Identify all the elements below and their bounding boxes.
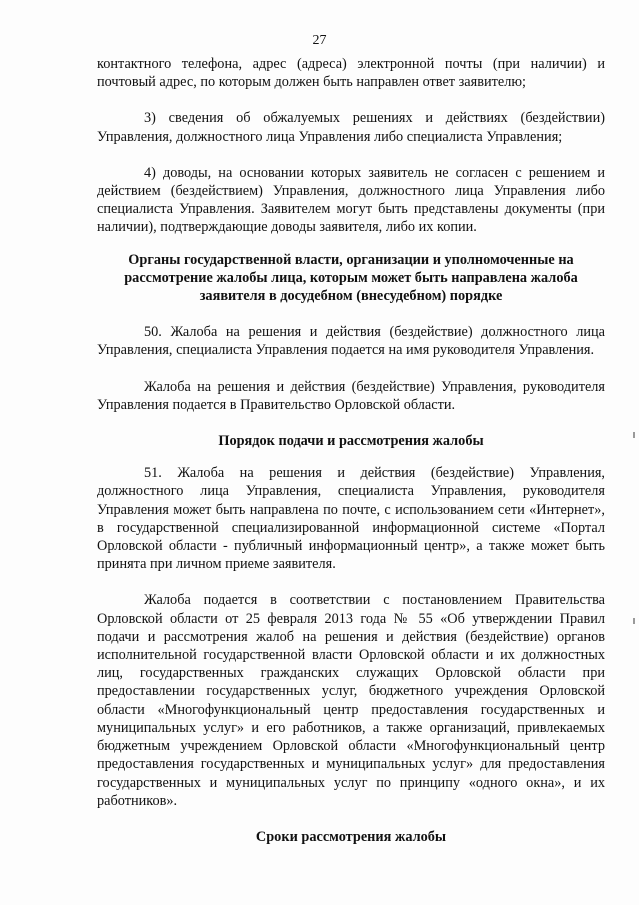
heading-review-terms: Сроки рассмотрения жалобы <box>255 828 447 845</box>
paragraph-51: 51. Жалоба на решения и действия (бездействие) Управления, должностного лица Управления, специалиста Управления, руководителя Управления может быть направлена по почте, с использованием сети «Интернет», в государственной специализированной информационной системе «Портал Орловской области - публичный информационный центр», а также может быть принята при личном приеме заявителя. <box>97 465 605 573</box>
paragraph-item-3: 3) сведения об обжалуемых решениях и действиях (бездействии) Управления, должностного лица Управления либо специалиста Управления; <box>97 110 605 145</box>
heading-authorities: Органы государственной власти, организации и уполномоченные на рассмотрение жалобы лица, которым может быть направлена жалоба заявителя в досудебном (внесудебном) порядке <box>124 251 578 305</box>
document-body <box>97 55 605 846</box>
paragraph-50: 50. Жалоба на решения и действия (бездействие) должностного лица Управления, специалиста Управления подается на имя руководителя Управления. <box>97 324 605 359</box>
paragraph-contact-info: контактного телефона, адрес (адреса) электронной почты (при наличии) и почтовый адрес, по которым должен быть направлен ответ заявителю; <box>97 56 605 91</box>
scan-edge-mark <box>633 432 635 438</box>
paragraph-51-resolution: Жалоба подается в соответствии с постановлением Правительства Орловской области от 25 февраля 2013 года № 55 «Об утверждении Правил подачи и рассмотрения жалоб на решения и действия (бездействие) органов исполнительной государственной власти Орловской области и их должностных лиц, государственных гражданских служащих Орловской области при предоставлении государственных услуг, бюджетного учреждения Орловской области «Многофункциональный центр предоставления государственных и муниципальных услуг» и его работников, а также организаций, привлекаемых бюджетным учреждением Орловской области «Многофункциональный центр предоставления государственных и муниципальных услуг» для предоставления государственных и муниципальных услуг по принципу «одного окна», и их работников». <box>97 592 605 809</box>
paragraph-50-government: Жалоба на решения и действия (бездействие) Управления, руководителя Управления подается в Правительство Орловской области. <box>97 378 605 413</box>
scan-edge-mark <box>633 618 635 624</box>
heading-filing-procedure: Порядок подачи и рассмотрения жалобы <box>218 433 484 450</box>
paragraph-item-4: 4) доводы, на основании которых заявитель не согласен с решением и действием (бездействием) Управления, должностного лица Управления либо специалиста Управления. Заявителем могут быть представлены документы (при наличии), подтверждающие доводы заявителя, либо их копии. <box>97 164 605 236</box>
page-number: 27 <box>312 33 327 48</box>
